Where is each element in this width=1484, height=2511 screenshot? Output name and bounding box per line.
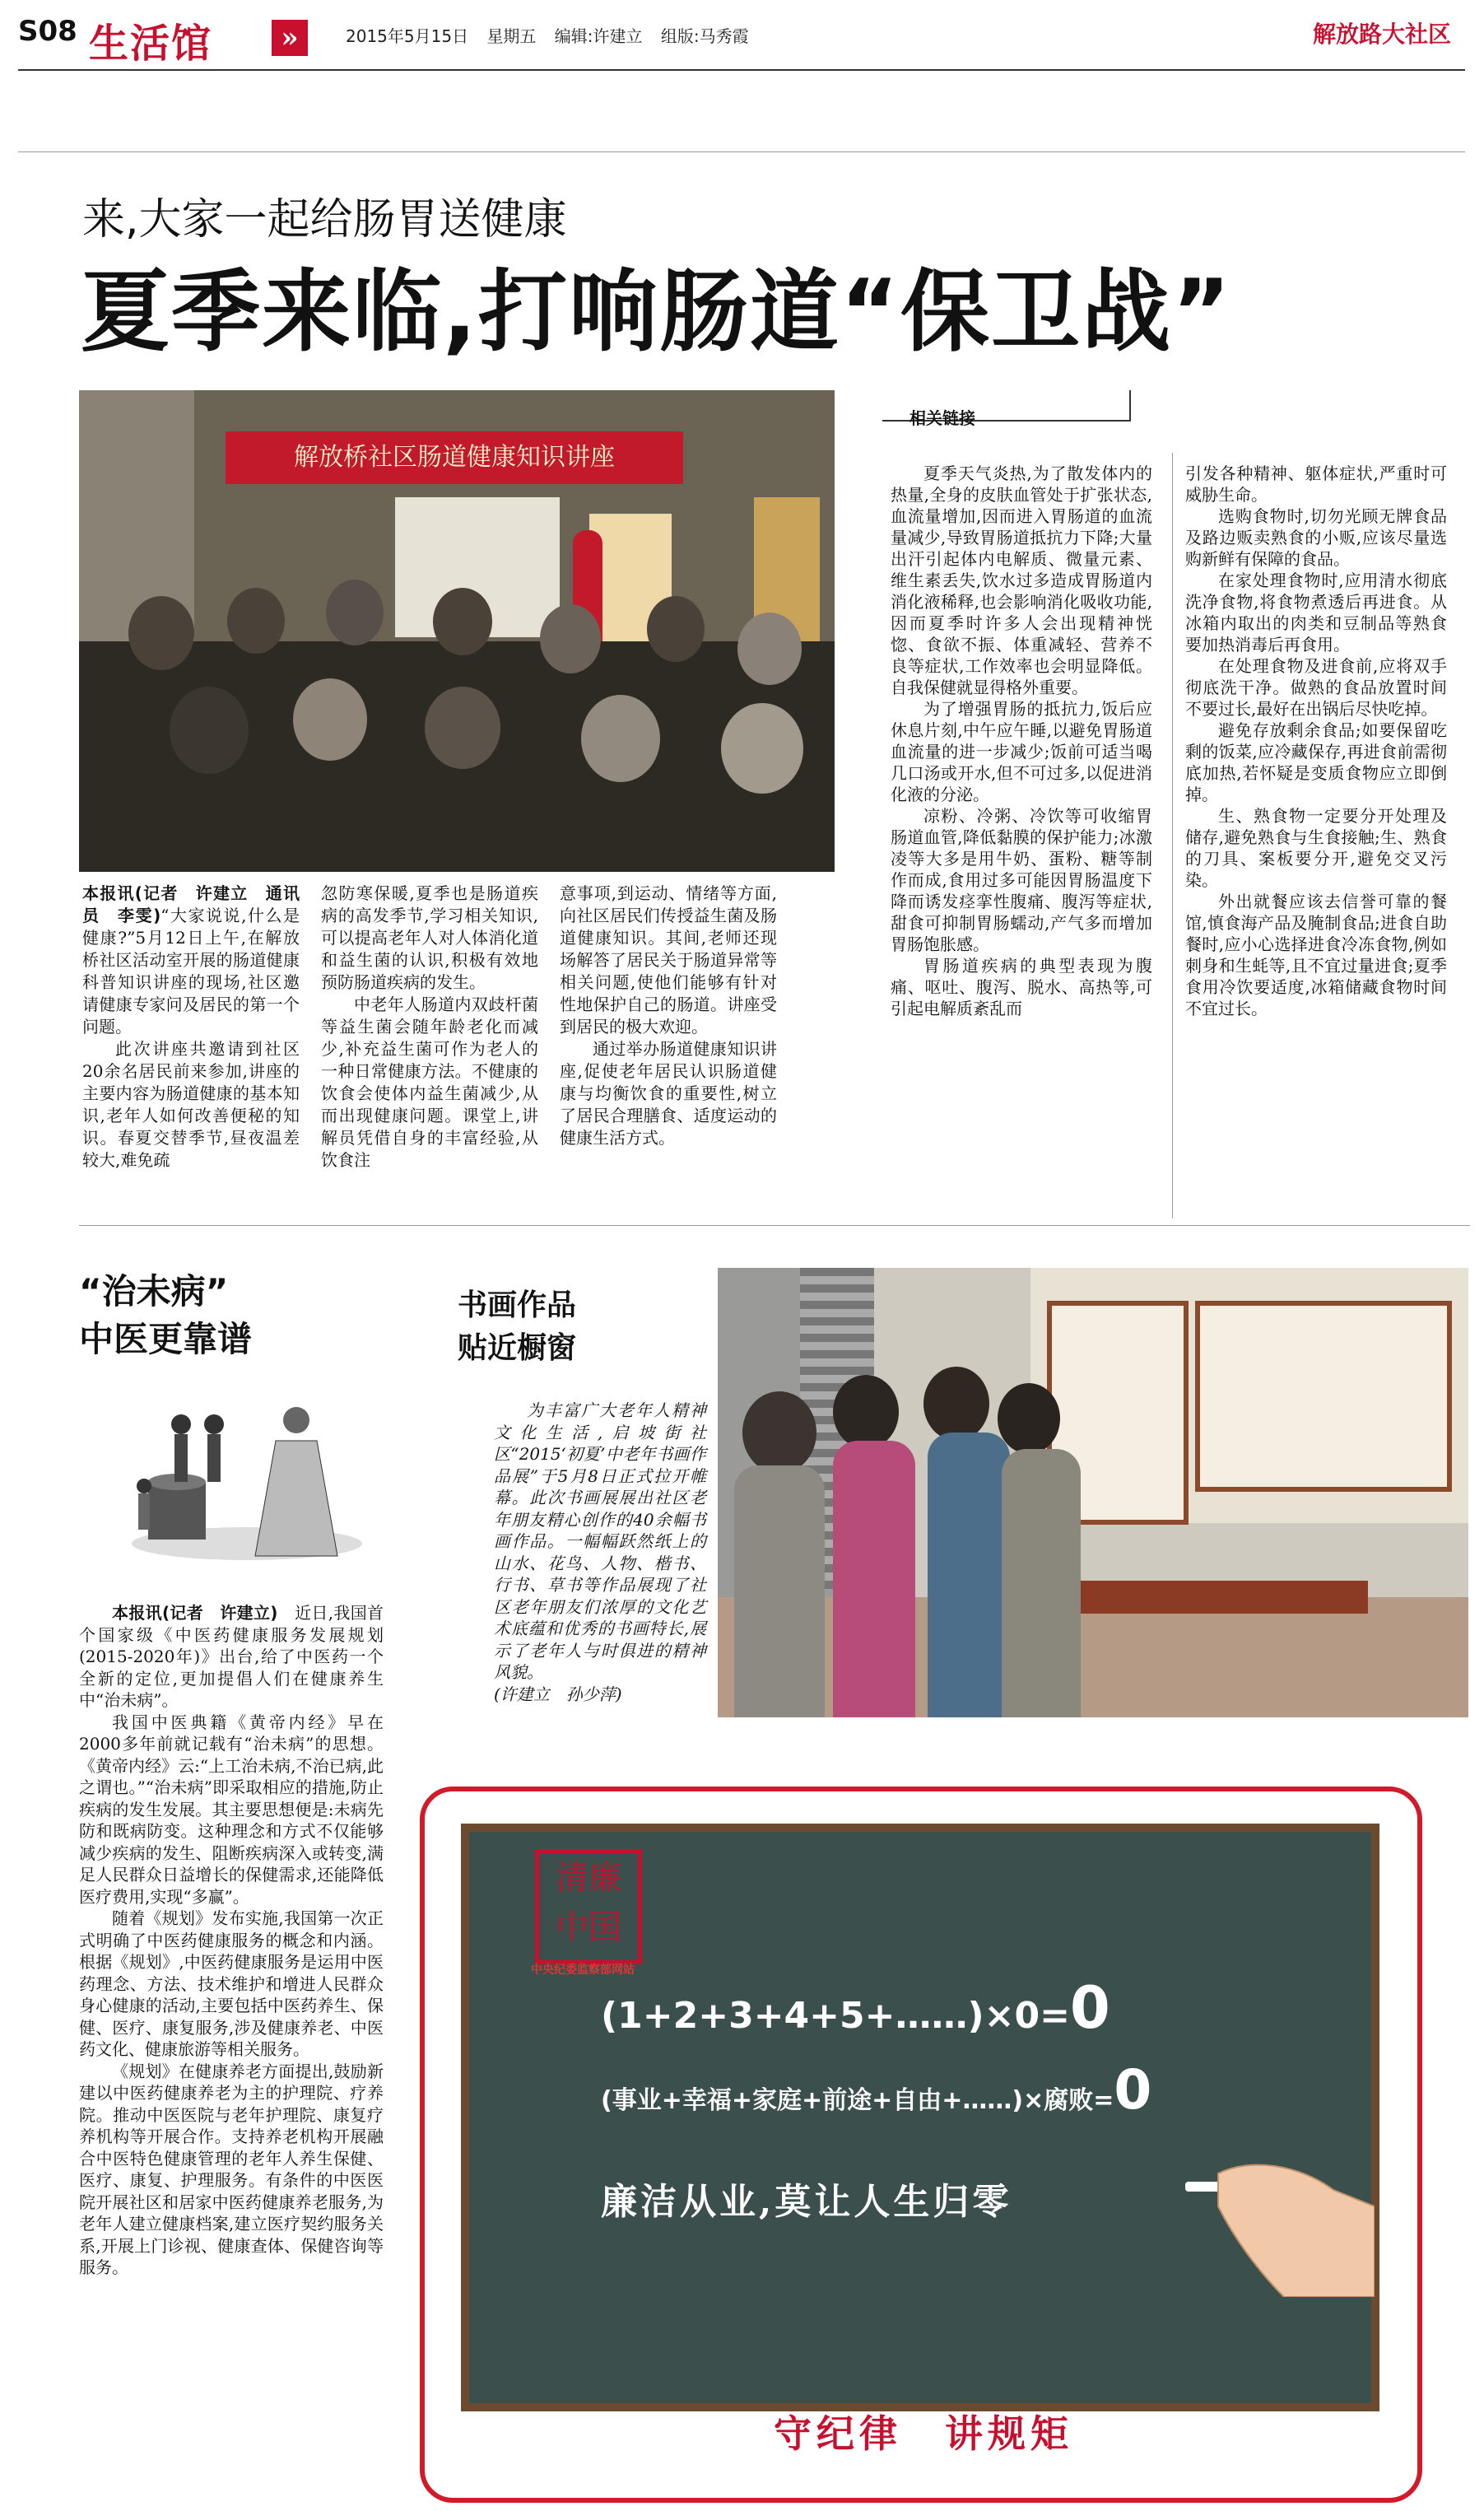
article1-col3: 意事项,到运动、情绪等方面,向社区居民们传授益生菌及肠道健康知识。其间,老师还现场解答了居民关于肠道异常等相关问题,使他们能够有针对性地保护自己的肠道。讲座受到居民的极大欢迎。 通过举办肠道健康知识讲座,促使老年居民认识肠道健康与均衡饮食的重要性,树立了居民合理膳食、适度运动的健康生活方式。 — [560, 883, 777, 1148]
column-name: 解放路大社区 — [1312, 21, 1451, 48]
photo-banner: 解放桥社区肠道健康知识讲座 — [226, 431, 683, 484]
exhibition-photo — [718, 1268, 1468, 1717]
article1-col1: 本报讯(记者 许建立 通讯员 李雯)“大家说说,什么是健康?”5月12日上午,在解放桥社区活动室开展的肠道健康科普知识讲座的现场,社区邀请健康专家问及居民的第一个问题。 此次讲座共邀请到社区20余名居民前来参加,讲座的主要内容为肠道健康的基本知识,老年人如何改善便秘的知识。春夏交替季节,昼夜温差较大,难免疏 — [82, 883, 300, 1170]
seal-caption: 中央纪委监察部网站 — [531, 1964, 635, 1977]
issue-date: 2015年5月15日 — [346, 26, 469, 46]
equation-3: 廉洁从业,莫让人生归零 — [601, 2181, 1012, 2223]
tcm-illustration — [123, 1391, 370, 1564]
article2-title: “治未病” 中医更靠谱 — [79, 1271, 253, 1359]
equation-1: (1+2+3+4+5+……)×0=0 — [601, 1974, 1110, 2042]
column-divider — [1172, 453, 1173, 1218]
header-rule — [18, 69, 1465, 71]
seal-stamp: 清廉 中国 — [535, 1849, 642, 1964]
article-subtitle: 来,大家一起给肠胃送健康 — [82, 195, 567, 245]
header-rule-thin — [18, 151, 1465, 152]
article3-body: 为丰富广大老年人精神文化生活,启坡街社区“2015‘初夏’中老年书画作品展”于5月8日正式拉开帷幕。此次书画展展出社区老年朋友精心创作的40余幅书画作品。一幅幅跃然纸上的山水、花鸟、人物、楷书、行书、草书等作品展现了社区老年朋友们浓厚的文化艺术底蕴和优秀的书画特长,展示了老年人与时俱进的精神风貌。 (许建立 孙少萍) — [494, 1400, 706, 1704]
article2-body: 本报讯(记者 许建立) 近日,我国首个国家级《中医药健康服务发展规划(2015-2020年)》出台,给了中医药一个全新的定位,更加提倡人们在健康养生中“治未病”。 我国中医典籍《黄帝内经》早在2000多年前就记载有“治未病”的思想。《黄帝内经》云:“上工治未病,不治已病,此之谓也。”“治未病”即采取相应的措施,防止疾病的发生发展。其主要思想便是:未病先防和既病防变。这种理念和方式不仅能够减少疾病的发生、阻断疾病深入或转变,满足人民群众日益增长的保健需求,还能降低医疗费用,实现“多赢”。 随着《规划》发布实施,我国第一次正式明确了中医药健康服务的概念和内涵。根据《规划》,中医药健康服务是运用中医药理念、方法、技术维护和增进人民群众身心健康的活动,主要包括中医药养生、保健、医疗、康复服务,涉及健康养老、中医药文化、健康旅游等相关服务。 《规划》在健康养老方面提出,鼓励新建以中医药健康养老为主的护理院、疗养院。推动中医医院与老年护理院、康复疗养机构等开展合作。支持养老机构开展融合中医特色健康管理的老年人养生保健、医疗、康复、护理服务。有条件的中医医院开展社区和居家中医药健康养老服务,为老年人建立健康档案,建立医疗契约服务关系,开展上门诊视、健康查体、保健咨询等服务。 — [79, 1603, 384, 2277]
hand-with-chalk-icon — [1185, 2132, 1375, 2297]
issue-info — [346, 23, 762, 47]
lecture-photo — [79, 390, 835, 872]
equation-2: (事业+幸福+家庭+前途+自由+……)×腐败=0 — [601, 2058, 1152, 2122]
article1-col2: 忽防寒保暖,夏季也是肠道疾病的高发季节,学习相关知识,可以提高老年人对人体消化道和益生菌的认识,积极有效地预防肠道疾病的发生。 中老年人肠道内双歧杆菌等益生菌会随年龄老化而减少,补充益生菌可作为老人的一种日常健康方法。不健康的饮食会使体内益生菌减少,从而出现健康问题。课堂上,讲解员凭借自身的丰富经验,从饮食注 — [321, 883, 538, 1170]
article3-title: 书画作品 贴近橱窗 — [458, 1288, 577, 1365]
issue-weekday: 星期五 — [486, 26, 537, 46]
chevron-right-icon: » — [272, 20, 308, 56]
section-title: 生活馆 — [89, 21, 213, 67]
ad-slogan: 守纪律 讲规矩 — [774, 2411, 1073, 2456]
sidebar-col-a: 夏季天气炎热,为了散发体内的热量,全身的皮肤血管处于扩张状态,血流量增加,因而进入胃肠道的血流量减少,导致胃肠道抵抗力下降;大量出汗引起体内电解质、微量元素、维生素丢失,饮水过多造成胃肠道内消化液稀释,也会影响消化吸收功能,因而夏季时许多人会出现精神恍惚、食欲不振、体重减轻、营养不良等症状,工作效率也会明显降低。自我保健就显得格外重要。 为了增强胃肠的抵抗力,饭后应休息片刻,中午应午睡,以避免胃肠道血流量的进一步减少;饭前可适当喝几口汤或开水,但不可过多,以促进消化液的分泌。 凉粉、冷粥、冷饮等可收缩胃肠道血管,降低黏膜的保护能力;冰激凌等大多是用牛奶、蛋粉、糖等制作而成,食用过多可能因胃肠温度下降而诱发痉挛性腹痛、腹泻等症状,甜食可抑制胃肠蠕动,产气多而增加胃肠饱胀感。 胃肠道疾病的典型表现为腹痛、呕吐、腹泻、脱水、高热等,可引起电解质紊乱而 — [891, 464, 1152, 1018]
layout-credit: 组版:马秀霞 — [660, 26, 749, 46]
related-link-tag: 相关链接 — [909, 408, 975, 428]
section-divider — [79, 1225, 1470, 1226]
sidebar-col-b: 引发各种精神、躯体症状,严重时可威胁生命。 选购食物时,切勿光顾无牌食品及路边贩卖熟食的小贩,应该尽量选购新鲜有保障的食品。 在家处理食物时,应用清水彻底洗净食物,将食物煮透后再进食。从冰箱内取出的肉类和豆制品等熟食要加热消毒后再食用。 在处理食物及进食前,应将双手彻底洗干净。做熟的食品放置时间不要过长,最好在出锅后尽快吃掉。 避免存放剩余食品;如要保留吃剩的饭菜,应冷藏保存,再进食前需彻底加热,若怀疑是变质食物应立即倒掉。 生、熟食物一定要分开处理及储存,避免熟食与生食接触;生、熟食的刀具、案板要分开,避免交叉污染。 外出就餐应该去信誉可靠的餐馆,慎食海产品及腌制食品;进食自助餐时,应小心选择进食冷冻食物,例如刺身和生蚝等,且不宜过量进食;夏季食用冷饮要适度,冰箱储藏食物时间不宜过长。 — [1185, 464, 1447, 1018]
article-title: 夏季来临,打响肠道“保卫战” — [81, 261, 1232, 364]
page-number: S08 — [18, 15, 77, 48]
editor-credit: 编辑:许建立 — [554, 26, 643, 46]
